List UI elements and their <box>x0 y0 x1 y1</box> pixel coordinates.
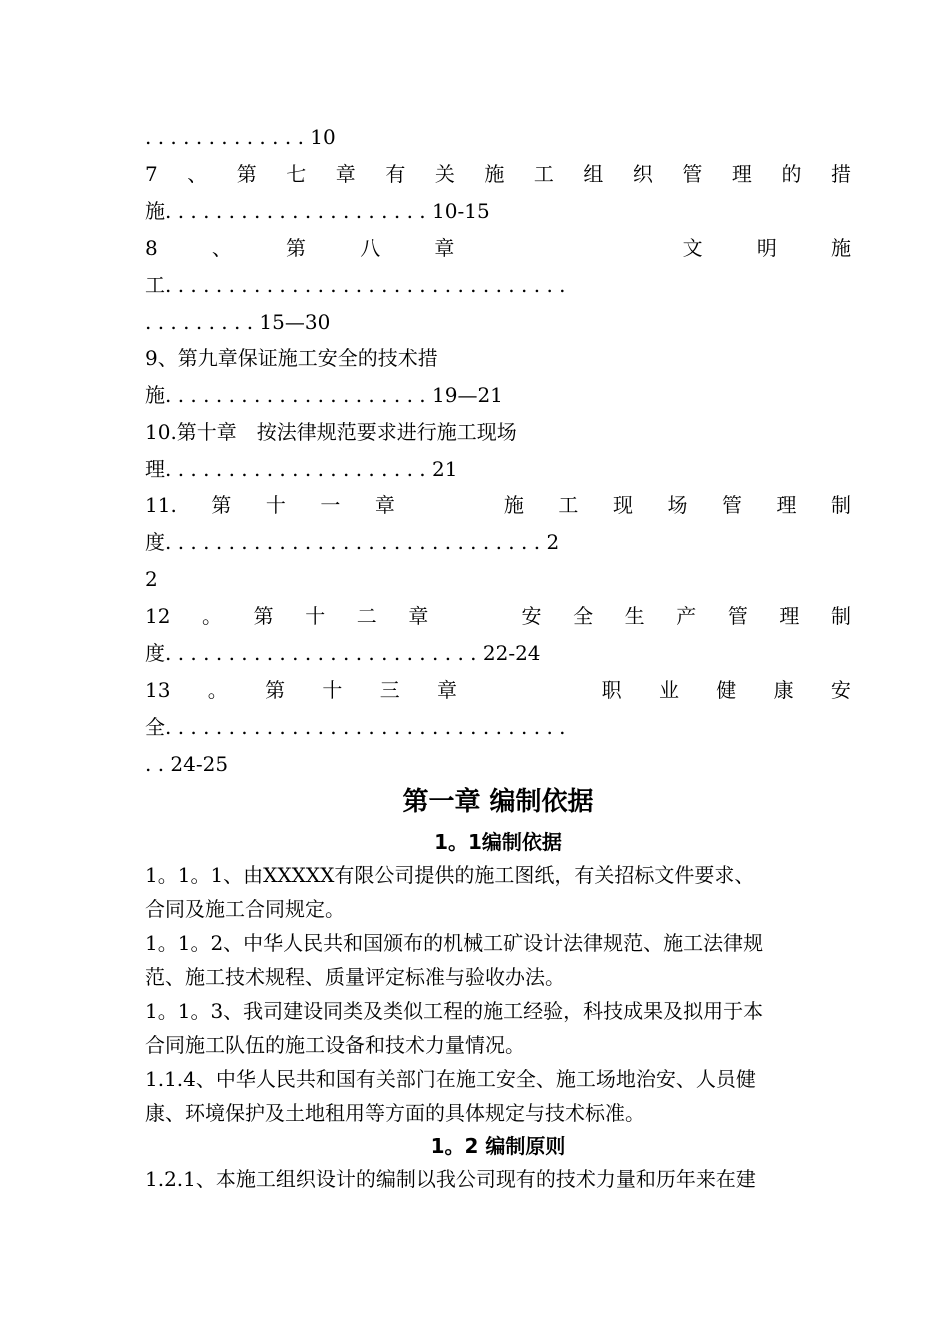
toc-item-9: 9、第九章保证施工安全的技术措 <box>145 346 438 370</box>
toc-item-8-leader-cont: . . . . . . . . . 15—30 <box>145 310 331 334</box>
toc-item-12-leader: 度. . . . . . . . . . . . . . . . . . . . . . . . . 22-24 <box>145 641 541 665</box>
paragraph-line: 合同及施工合同规定。 <box>145 897 345 921</box>
section-1-2-paragraphs <box>145 1162 851 1196</box>
paragraph-line: 合同施工队伍的施工设备和技术力量情况。 <box>145 1033 525 1057</box>
toc-item-13-leader: 全. . . . . . . . . . . . . . . . . . . . . . . . . . . . . . . . <box>145 715 566 739</box>
toc-item-11: 11. 第 十 一 章 施 工 现 场 管 理 制 <box>145 493 851 517</box>
toc-item-8: 8 、 第 八 章 文 明 施 <box>145 236 851 260</box>
toc-item-13-leader-cont: . . 24-25 <box>145 752 229 776</box>
toc-item-7-leader: 施. . . . . . . . . . . . . . . . . . . . . 10-15 <box>145 199 490 223</box>
paragraph-line: 1。1。3、我司建设同类及类似工程的施工经验，科技成果及拟用于本 <box>145 999 764 1023</box>
chapter-title: 第一章 编制依据 <box>402 787 594 817</box>
section-1-1-paragraphs <box>145 858 851 1130</box>
section-1-2-title: 1。2 编制原则 <box>430 1134 566 1158</box>
paragraph-line: 1。1。1、由XXXXX有限公司提供的施工图纸，有关招标文件要求、 <box>145 863 755 887</box>
toc-item-10-leader: 理. . . . . . . . . . . . . . . . . . . . . 21 <box>145 457 458 481</box>
toc-item-12: 12 。 第 十 二 章 安 全 生 产 管 理 制 <box>145 604 851 628</box>
paragraph-line: 1.1.4、中华人民共和国有关部门在施工安全、施工场地治安、人员健 <box>145 1067 756 1091</box>
toc-item-8-leader: 工. . . . . . . . . . . . . . . . . . . . . . . . . . . . . . . . <box>145 273 566 297</box>
paragraph-line: 1.2.1、本施工组织设计的编制以我公司现有的技术力量和历年来在建 <box>145 1167 756 1191</box>
paragraph-line: 范、施工技术规程、质量评定标准与验收办法。 <box>145 965 565 989</box>
section-1-1-title: 1。1编制依据 <box>434 830 562 854</box>
paragraph-line: 康、环境保护及土地租用等方面的具体规定与技术标准。 <box>145 1101 645 1125</box>
toc-item-11-leader-cont: 2 <box>145 567 158 591</box>
toc-item-7: 7 、 第 七 章 有 关 施 工 组 织 管 理 的 措 <box>145 162 851 186</box>
toc-item-10: 10.第十章 按法律规范要求进行施工现场 <box>145 420 517 444</box>
toc-item-9-leader: 施. . . . . . . . . . . . . . . . . . . . . 19—21 <box>145 383 503 407</box>
toc-leader-line: . . . . . . . . . . . . . 10 <box>145 125 336 149</box>
paragraph-line: 1。1。2、中华人民共和国颁布的机械工矿设计法律规范、施工法律规 <box>145 931 764 955</box>
toc-item-13: 13 。 第 十 三 章 职 业 健 康 安 <box>145 678 851 702</box>
toc-item-11-leader: 度. . . . . . . . . . . . . . . . . . . . . . . . . . . . . . 2 <box>145 530 560 554</box>
